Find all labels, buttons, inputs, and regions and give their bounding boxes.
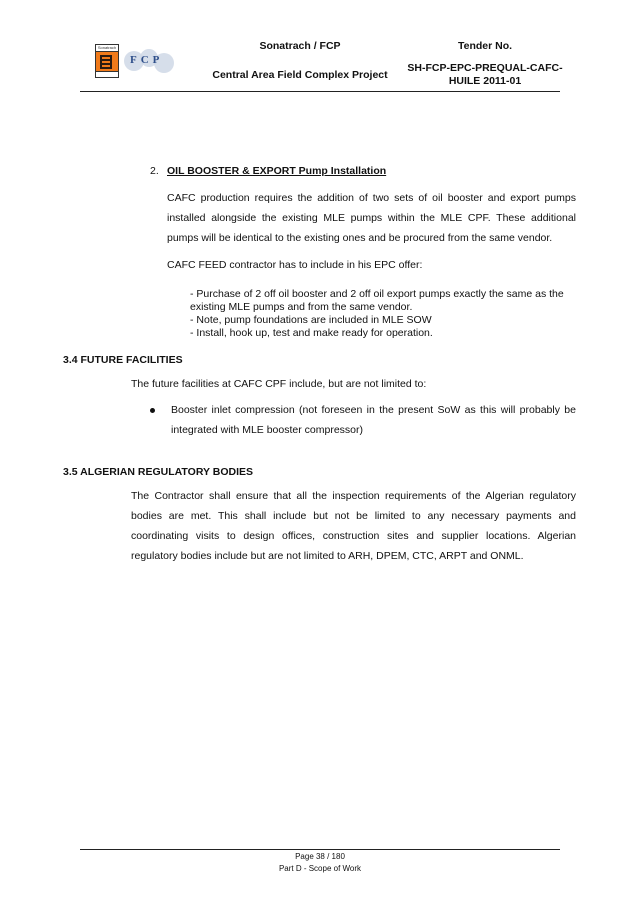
sonatrach-logo-emblem (100, 55, 112, 69)
footer-rule (80, 849, 560, 850)
item2-title: OIL BOOSTER & EXPORT Pump Installation (167, 165, 387, 177)
header-company: Sonatrach / FCP (259, 40, 341, 52)
item2-feed-line: CAFC FEED contractor has to include in his EPC offer: (167, 259, 423, 271)
sonatrach-logo-bottom (96, 71, 118, 77)
offer-line: - Purchase of 2 off oil booster and 2 off oil export pumps exactly the same as the (190, 288, 564, 300)
item2-number: 2. (150, 165, 159, 177)
item2-paragraph: CAFC production requires the addition of two sets of oil booster and export pumps installed alongside the existing MLE pumps within the MLE CPF. These additional pumps will be identical to the existing ones and be procured from the same vendor. (167, 192, 576, 244)
section-3-4-title: 3.4 FUTURE FACILITIES (63, 354, 183, 366)
fcp-logo (122, 49, 178, 73)
header-tender-number-line2: HUILE 2011-01 (448, 75, 522, 87)
sonatrach-logo (95, 44, 119, 78)
section-3-5-paragraph: The Contractor shall ensure that all the inspection requirements of the Algerian regulatory bodies are met. This shall include but not be limited to any necessary payments and coordinating visits to design offices, construction sites and supplier locations. Algerian regulatory bodies include but are not limited to ARH, DPEM, CTC, ARPT and ONML. (131, 490, 576, 562)
footer-part: Part D - Scope of Work (278, 864, 362, 873)
section-3-4-intro: The future facilities at CAFC CPF include, but are not limited to: (131, 378, 427, 390)
header-tender-label: Tender No. (457, 40, 513, 52)
footer-page-number: Page 38 / 180 (295, 852, 345, 861)
offer-line: existing MLE pumps and from the same vendor. (190, 301, 413, 313)
header-project: Central Area Field Complex Project (212, 69, 388, 81)
section-3-4-bullet: Booster inlet compression (not foreseen in the present SoW as this will probably be integrated with MLE booster compressor) (171, 404, 576, 436)
bullet-dot (150, 408, 155, 413)
offer-line: - Note, pump foundations are included in MLE SOW (190, 314, 432, 326)
offer-line: - Install, hook up, test and make ready for operation. (190, 327, 433, 339)
sonatrach-logo-top-text: Sonatrach (97, 45, 117, 50)
section-3-5-title: 3.5 ALGERIAN REGULATORY BODIES (63, 466, 253, 478)
header-tender-number-line1: SH-FCP-EPC-PREQUAL-CAFC- (407, 62, 563, 74)
fcp-logo-text: FCP (130, 54, 164, 66)
